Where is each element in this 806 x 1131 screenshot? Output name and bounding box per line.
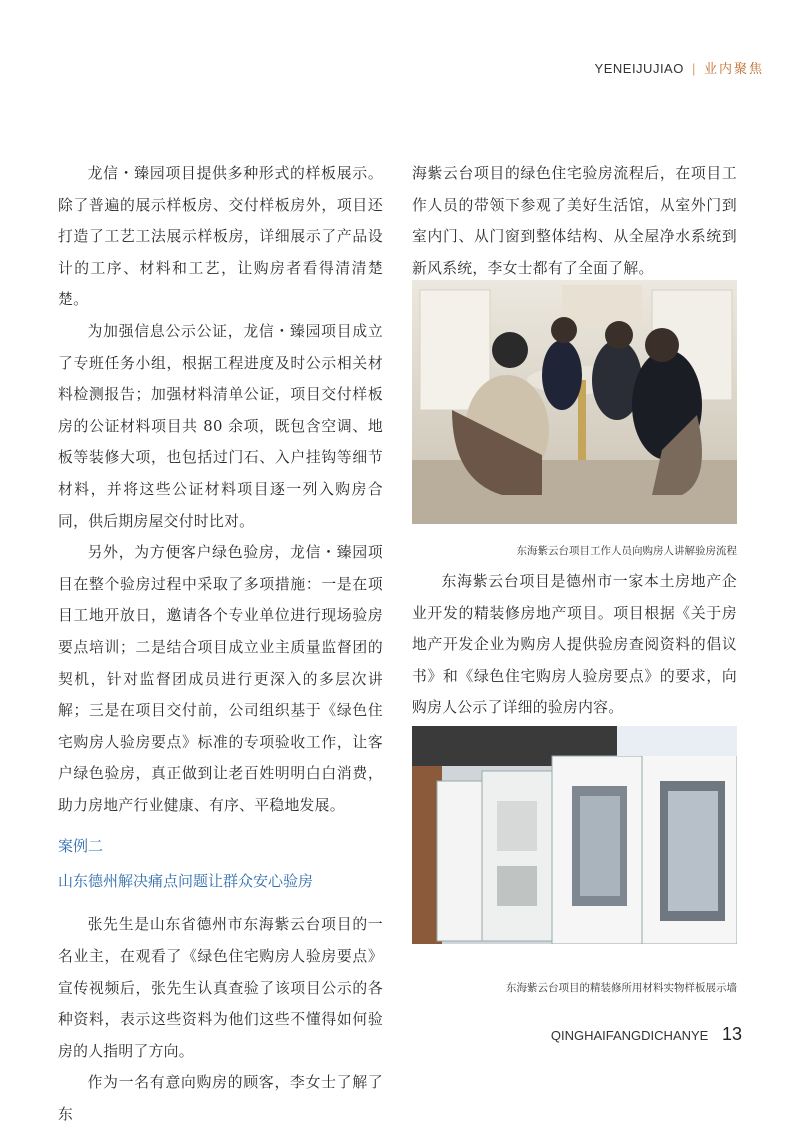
photo-caption: 东海紫云台项目工作人员向购房人讲解验房流程 <box>516 545 737 557</box>
section-name: 业内聚焦 <box>703 62 764 77</box>
photo-consultation <box>412 280 737 524</box>
running-header <box>595 58 764 77</box>
magazine-name: YENEIJUJIAO <box>594 61 684 76</box>
paragraph: 为加强信息公示公证，龙信・臻园项目成立了专班任务小组，根据工程进度及时公示相关材料检测报告；加强材料清单公证，项目交付样板房的公证材料项目共 80 余项，既包含空调、地板等装修大项，也包括过门石、入户挂钩等细节材料，并将这些公证材料项目逐一列入购房合同，供后期房屋交付时比对。 <box>58 322 383 530</box>
header-separator: | <box>691 61 696 76</box>
paragraph: 东海紫云台项目是德州市一家本土房地产企业开发的精装修房地产项目。项目根据《关于房地产开发企业为购房人提供验房查阅资料的倡议书》和《绿色住宅购房人验房要点》的要求，向购房人公示了详细的验房内容。 <box>412 573 737 717</box>
paragraph: 龙信・臻园项目提供多种形式的样板展示。除了普遍的展示样板房、交付样板房外，项目还打造了工艺工法展示样板房，详细展示了产品设计的工序、材料和工艺，让购房者看得清清楚楚。 <box>58 165 383 309</box>
photo-material-wall <box>412 726 737 944</box>
material-wall-photo-image <box>412 726 737 944</box>
case-title: 山东德州解决痛点问题让群众安心验房 <box>58 873 314 891</box>
publication-name: QINGHAIFANGDICHANYE <box>550 1028 709 1043</box>
left-column <box>58 158 383 1131</box>
case-label: 案例二 <box>58 838 104 856</box>
paragraph-continued: 海紫云台项目的绿色住宅验房流程后，在项目工作人员的带领下参观了美好生活馆，从室外门到室内门、从门窗到整体结构、从全屋净水系统到新风系统，李女士都有了全面了解。 <box>412 165 737 277</box>
right-column-top <box>412 158 737 284</box>
consultation-photo-image <box>412 280 737 524</box>
page-number: 13 <box>721 1024 742 1044</box>
photo-caption: 东海紫云台项目的精装修所用材料实物样板展示墙 <box>506 982 737 994</box>
page-footer <box>551 1024 742 1045</box>
paragraph: 张先生是山东省德州市东海紫云台项目的一名业主，在观看了《绿色住宅购房人验房要点》宣传视频后，张先生认真查验了该项目公示的各种资料，表示这些资料为他们这些不懂得如何验房的人指明了方向。 <box>58 916 383 1060</box>
right-column-middle <box>412 566 737 724</box>
paragraph: 作为一名有意向购房的顾客，李女士了解了东 <box>58 1074 383 1124</box>
paragraph: 另外，为方便客户绿色验房，龙信・臻园项目在整个验房过程中采取了多项措施：一是在项目工地开放日，邀请各个专业单位进行现场验房要点培训；二是结合项目成立业主质量监督团的契机，针对监督团成员进行更深入的多层次讲解；三是在项目交付前，公司组织基于《绿色住宅购房人验房要点》标准的专项验收工作，让客户绿色验房，真正做到让老百姓明明白白消费，助力房地产行业健康、有序、平稳地发展。 <box>58 544 383 814</box>
